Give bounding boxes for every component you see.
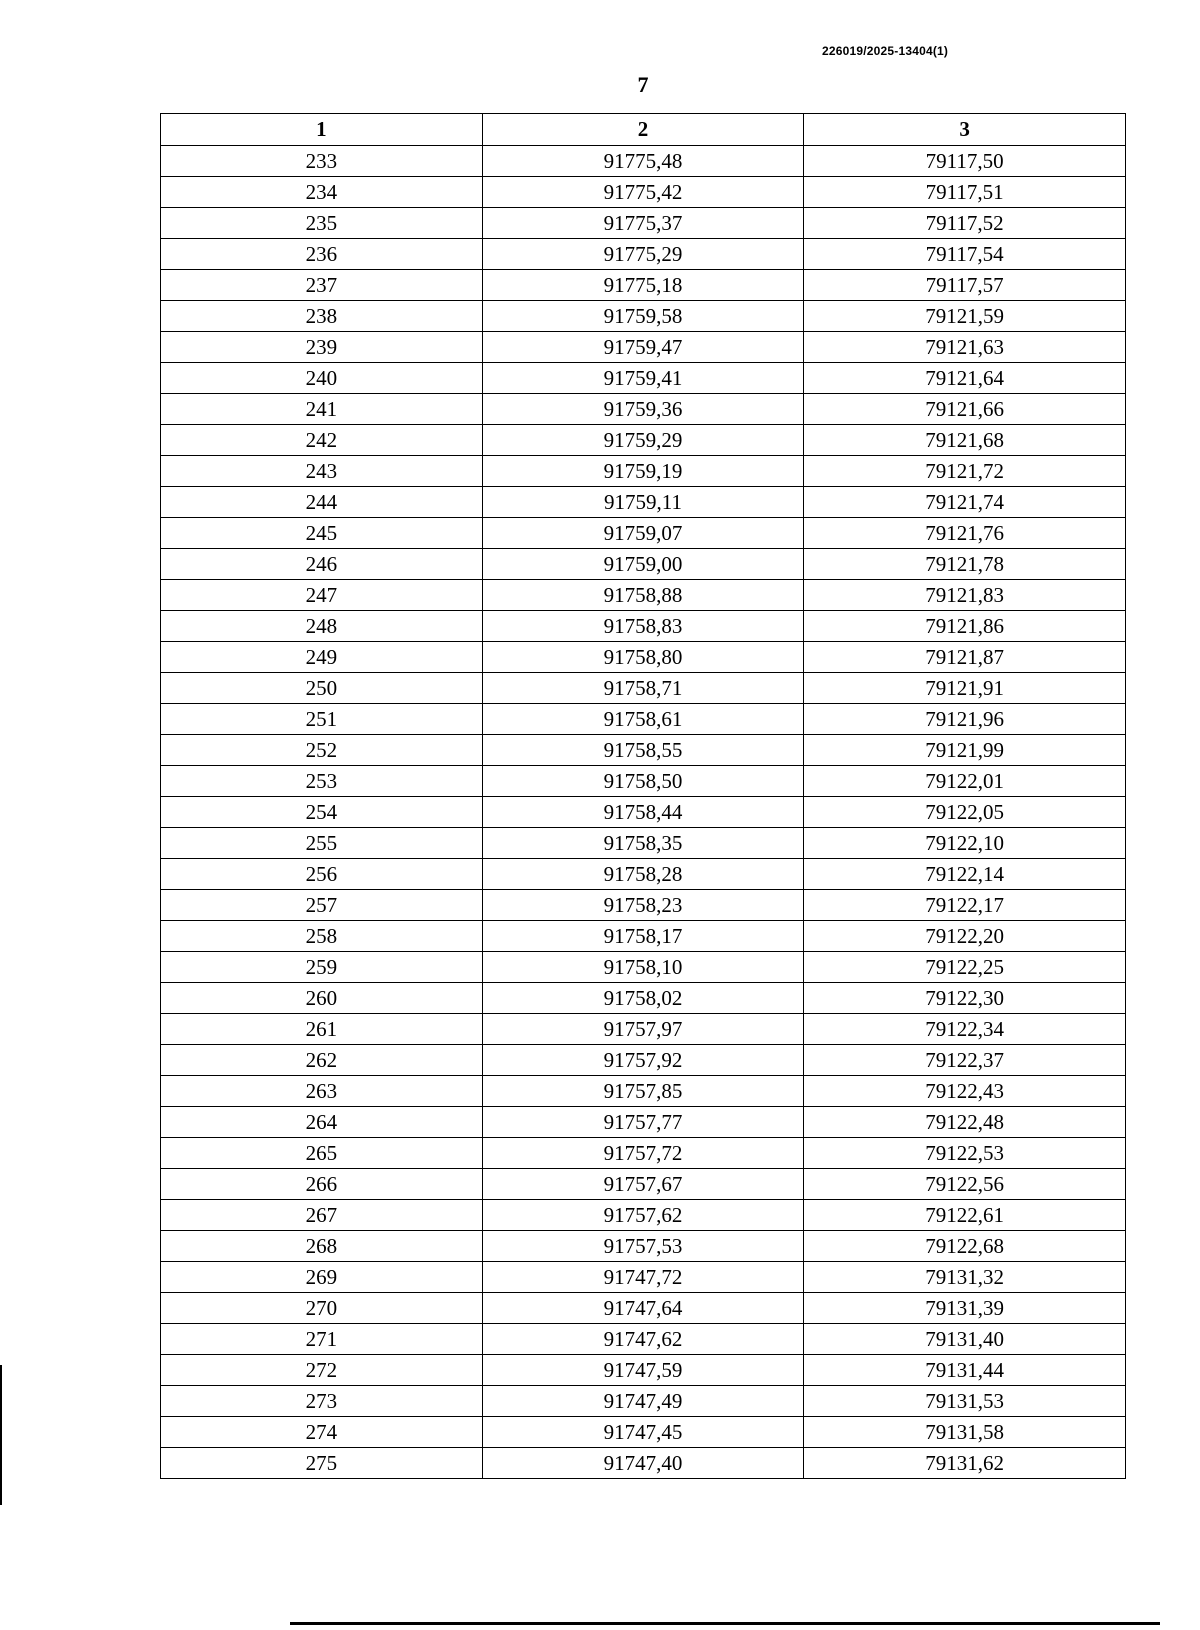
point-number-cell: 241 xyxy=(161,394,483,425)
coordinate-y-cell: 79122,17 xyxy=(804,890,1126,921)
coordinate-x-cell: 91747,45 xyxy=(482,1417,804,1448)
column-header-1: 1 xyxy=(161,114,483,146)
table-row xyxy=(161,1231,1126,1262)
table-row xyxy=(161,425,1126,456)
coordinate-y-cell: 79131,58 xyxy=(804,1417,1126,1448)
coordinate-y-cell: 79122,53 xyxy=(804,1138,1126,1169)
coordinate-x-cell: 91775,42 xyxy=(482,177,804,208)
coordinate-y-cell: 79121,64 xyxy=(804,363,1126,394)
point-number-cell: 233 xyxy=(161,146,483,177)
point-number-cell: 253 xyxy=(161,766,483,797)
table-row xyxy=(161,1107,1126,1138)
point-number-cell: 240 xyxy=(161,363,483,394)
point-number-cell: 273 xyxy=(161,1386,483,1417)
table-row xyxy=(161,1076,1126,1107)
coordinate-y-cell: 79122,48 xyxy=(804,1107,1126,1138)
coordinate-x-cell: 91757,53 xyxy=(482,1231,804,1262)
coordinate-y-cell: 79131,40 xyxy=(804,1324,1126,1355)
point-number-cell: 258 xyxy=(161,921,483,952)
point-number-cell: 271 xyxy=(161,1324,483,1355)
table-row xyxy=(161,208,1126,239)
coordinate-y-cell: 79117,54 xyxy=(804,239,1126,270)
table-row xyxy=(161,611,1126,642)
coordinate-y-cell: 79117,51 xyxy=(804,177,1126,208)
point-number-cell: 237 xyxy=(161,270,483,301)
coordinate-y-cell: 79122,14 xyxy=(804,859,1126,890)
coordinate-x-cell: 91757,85 xyxy=(482,1076,804,1107)
point-number-cell: 266 xyxy=(161,1169,483,1200)
coordinate-y-cell: 79122,05 xyxy=(804,797,1126,828)
table-row xyxy=(161,1448,1126,1479)
point-number-cell: 254 xyxy=(161,797,483,828)
table-row xyxy=(161,921,1126,952)
coordinate-x-cell: 91758,10 xyxy=(482,952,804,983)
point-number-cell: 235 xyxy=(161,208,483,239)
point-number-cell: 255 xyxy=(161,828,483,859)
coordinate-x-cell: 91775,37 xyxy=(482,208,804,239)
coordinate-y-cell: 79121,96 xyxy=(804,704,1126,735)
coordinate-x-cell: 91758,17 xyxy=(482,921,804,952)
table-row xyxy=(161,952,1126,983)
point-number-cell: 250 xyxy=(161,673,483,704)
table-row xyxy=(161,1262,1126,1293)
coordinate-x-cell: 91747,40 xyxy=(482,1448,804,1479)
table-row xyxy=(161,642,1126,673)
coordinate-y-cell: 79121,76 xyxy=(804,518,1126,549)
coordinate-y-cell: 79117,57 xyxy=(804,270,1126,301)
column-header-2: 2 xyxy=(482,114,804,146)
point-number-cell: 260 xyxy=(161,983,483,1014)
table-row xyxy=(161,1355,1126,1386)
point-number-cell: 265 xyxy=(161,1138,483,1169)
point-number-cell: 275 xyxy=(161,1448,483,1479)
table-row xyxy=(161,580,1126,611)
coordinate-y-cell: 79117,52 xyxy=(804,208,1126,239)
coordinate-x-cell: 91758,35 xyxy=(482,828,804,859)
coordinate-x-cell: 91758,55 xyxy=(482,735,804,766)
coordinate-x-cell: 91747,72 xyxy=(482,1262,804,1293)
point-number-cell: 252 xyxy=(161,735,483,766)
point-number-cell: 234 xyxy=(161,177,483,208)
coordinate-x-cell: 91758,23 xyxy=(482,890,804,921)
table-row xyxy=(161,1014,1126,1045)
table-row xyxy=(161,859,1126,890)
coordinate-x-cell: 91757,72 xyxy=(482,1138,804,1169)
scan-margin-mark xyxy=(0,1365,2,1505)
table-row xyxy=(161,239,1126,270)
coordinate-y-cell: 79121,74 xyxy=(804,487,1126,518)
point-number-cell: 247 xyxy=(161,580,483,611)
point-number-cell: 270 xyxy=(161,1293,483,1324)
coordinate-y-cell: 79122,20 xyxy=(804,921,1126,952)
table-row xyxy=(161,332,1126,363)
coordinate-x-cell: 91758,83 xyxy=(482,611,804,642)
coordinate-y-cell: 79131,62 xyxy=(804,1448,1126,1479)
point-number-cell: 238 xyxy=(161,301,483,332)
coordinate-x-cell: 91747,59 xyxy=(482,1355,804,1386)
coordinate-x-cell: 91747,49 xyxy=(482,1386,804,1417)
table-row xyxy=(161,766,1126,797)
coordinate-y-cell: 79121,78 xyxy=(804,549,1126,580)
coordinate-y-cell: 79121,86 xyxy=(804,611,1126,642)
coordinate-x-cell: 91759,29 xyxy=(482,425,804,456)
coordinate-x-cell: 91775,18 xyxy=(482,270,804,301)
point-number-cell: 251 xyxy=(161,704,483,735)
coordinate-y-cell: 79121,72 xyxy=(804,456,1126,487)
page-number: 7 xyxy=(637,72,649,97)
table-row xyxy=(161,735,1126,766)
point-number-cell: 268 xyxy=(161,1231,483,1262)
table-row xyxy=(161,983,1126,1014)
table-row xyxy=(161,673,1126,704)
coordinate-y-cell: 79122,61 xyxy=(804,1200,1126,1231)
coordinate-y-cell: 79121,99 xyxy=(804,735,1126,766)
table-row xyxy=(161,1045,1126,1076)
coordinate-y-cell: 79122,34 xyxy=(804,1014,1126,1045)
point-number-cell: 242 xyxy=(161,425,483,456)
coordinate-x-cell: 91758,61 xyxy=(482,704,804,735)
coordinate-x-cell: 91759,36 xyxy=(482,394,804,425)
point-number-cell: 244 xyxy=(161,487,483,518)
table-row xyxy=(161,890,1126,921)
coordinate-y-cell: 79131,53 xyxy=(804,1386,1126,1417)
table-row xyxy=(161,301,1126,332)
table-row xyxy=(161,1324,1126,1355)
coordinate-y-cell: 79131,39 xyxy=(804,1293,1126,1324)
table-row xyxy=(161,146,1126,177)
point-number-cell: 245 xyxy=(161,518,483,549)
point-number-cell: 249 xyxy=(161,642,483,673)
table-row xyxy=(161,1386,1126,1417)
coordinate-y-cell: 79117,50 xyxy=(804,146,1126,177)
coordinate-x-cell: 91759,11 xyxy=(482,487,804,518)
point-number-cell: 263 xyxy=(161,1076,483,1107)
scan-bottom-edge xyxy=(290,1622,1160,1625)
point-number-cell: 248 xyxy=(161,611,483,642)
coordinate-x-cell: 91758,50 xyxy=(482,766,804,797)
table-row xyxy=(161,270,1126,301)
coordinate-x-cell: 91758,71 xyxy=(482,673,804,704)
coordinates-table xyxy=(160,113,1126,1479)
point-number-cell: 272 xyxy=(161,1355,483,1386)
coordinate-x-cell: 91758,02 xyxy=(482,983,804,1014)
table-row xyxy=(161,487,1126,518)
coordinate-y-cell: 79122,68 xyxy=(804,1231,1126,1262)
coordinate-x-cell: 91759,00 xyxy=(482,549,804,580)
table-row xyxy=(161,518,1126,549)
coordinate-x-cell: 91758,88 xyxy=(482,580,804,611)
column-header-3: 3 xyxy=(804,114,1126,146)
coordinate-x-cell: 91758,44 xyxy=(482,797,804,828)
table-row xyxy=(161,1169,1126,1200)
table-row xyxy=(161,704,1126,735)
point-number-cell: 259 xyxy=(161,952,483,983)
coordinate-y-cell: 79131,32 xyxy=(804,1262,1126,1293)
table-row xyxy=(161,797,1126,828)
point-number-cell: 264 xyxy=(161,1107,483,1138)
coordinate-x-cell: 91759,47 xyxy=(482,332,804,363)
document-id: 226019/2025-13404(1) xyxy=(822,44,949,58)
point-number-cell: 274 xyxy=(161,1417,483,1448)
coordinate-x-cell: 91757,92 xyxy=(482,1045,804,1076)
table-row xyxy=(161,828,1126,859)
table-header xyxy=(161,114,1126,146)
coordinate-y-cell: 79121,87 xyxy=(804,642,1126,673)
coordinate-y-cell: 79122,30 xyxy=(804,983,1126,1014)
point-number-cell: 262 xyxy=(161,1045,483,1076)
point-number-cell: 269 xyxy=(161,1262,483,1293)
coordinate-x-cell: 91747,62 xyxy=(482,1324,804,1355)
coordinate-x-cell: 91759,07 xyxy=(482,518,804,549)
table-row xyxy=(161,363,1126,394)
coordinate-y-cell: 79122,25 xyxy=(804,952,1126,983)
coordinate-y-cell: 79121,66 xyxy=(804,394,1126,425)
point-number-cell: 236 xyxy=(161,239,483,270)
coordinate-x-cell: 91757,77 xyxy=(482,1107,804,1138)
point-number-cell: 256 xyxy=(161,859,483,890)
coordinate-y-cell: 79121,68 xyxy=(804,425,1126,456)
coordinate-y-cell: 79122,37 xyxy=(804,1045,1126,1076)
coordinate-x-cell: 91759,19 xyxy=(482,456,804,487)
coordinate-y-cell: 79131,44 xyxy=(804,1355,1126,1386)
point-number-cell: 261 xyxy=(161,1014,483,1045)
table-row xyxy=(161,177,1126,208)
coordinate-x-cell: 91758,80 xyxy=(482,642,804,673)
coordinate-x-cell: 91747,64 xyxy=(482,1293,804,1324)
table-header-row xyxy=(161,114,1126,146)
table-row xyxy=(161,1417,1126,1448)
coordinate-y-cell: 79122,56 xyxy=(804,1169,1126,1200)
coordinate-x-cell: 91775,48 xyxy=(482,146,804,177)
coordinate-x-cell: 91775,29 xyxy=(482,239,804,270)
coordinate-x-cell: 91757,62 xyxy=(482,1200,804,1231)
coordinate-y-cell: 79122,43 xyxy=(804,1076,1126,1107)
table-body xyxy=(161,146,1126,1479)
coordinate-x-cell: 91758,28 xyxy=(482,859,804,890)
coordinate-y-cell: 79121,91 xyxy=(804,673,1126,704)
table-row xyxy=(161,1200,1126,1231)
coordinate-x-cell: 91757,97 xyxy=(482,1014,804,1045)
point-number-cell: 243 xyxy=(161,456,483,487)
point-number-cell: 257 xyxy=(161,890,483,921)
coordinate-y-cell: 79122,01 xyxy=(804,766,1126,797)
point-number-cell: 246 xyxy=(161,549,483,580)
coordinate-y-cell: 79122,10 xyxy=(804,828,1126,859)
coordinate-y-cell: 79121,59 xyxy=(804,301,1126,332)
table-row xyxy=(161,456,1126,487)
coordinate-x-cell: 91759,41 xyxy=(482,363,804,394)
point-number-cell: 239 xyxy=(161,332,483,363)
coordinate-x-cell: 91759,58 xyxy=(482,301,804,332)
table-row xyxy=(161,549,1126,580)
table-row xyxy=(161,1293,1126,1324)
coordinate-x-cell: 91757,67 xyxy=(482,1169,804,1200)
point-number-cell: 267 xyxy=(161,1200,483,1231)
coordinate-y-cell: 79121,63 xyxy=(804,332,1126,363)
table-row xyxy=(161,394,1126,425)
table-row xyxy=(161,1138,1126,1169)
coordinate-y-cell: 79121,83 xyxy=(804,580,1126,611)
